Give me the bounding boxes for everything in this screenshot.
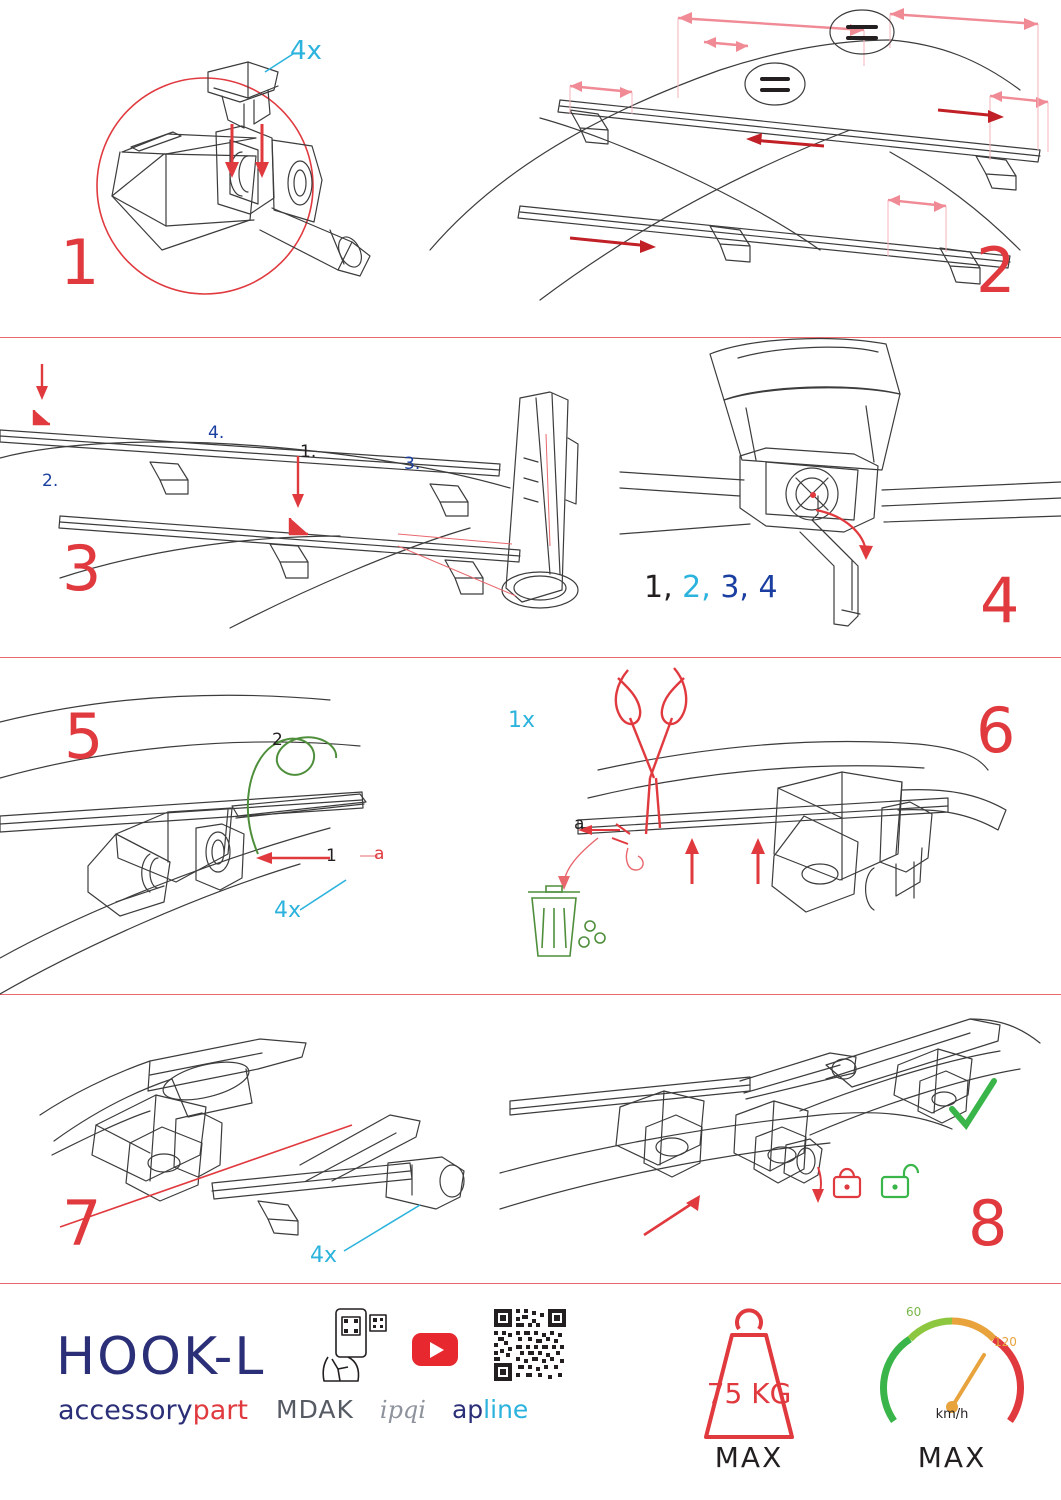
ipqi-logo: ipqi: [379, 1396, 426, 1424]
apline-logo-part-2: line: [483, 1395, 529, 1424]
step-3-order-1: 1.: [300, 442, 317, 462]
speed-tick-120: 120: [994, 1335, 1017, 1349]
step-5-callout-2: 2: [272, 730, 283, 750]
youtube-icon[interactable]: [412, 1333, 458, 1366]
scan-phone-icon: [318, 1307, 392, 1385]
step-8-number: 8: [968, 1187, 1009, 1260]
max-load-label: MAX: [714, 1441, 784, 1474]
tagline-part-2: part: [192, 1395, 248, 1426]
step-3-order-4: 4.: [208, 423, 225, 443]
step-4-sequence-label: [644, 570, 778, 605]
max-speed-label: MAX: [917, 1441, 987, 1474]
seq-1: 1,: [644, 570, 673, 605]
step-8-panel: [500, 995, 1061, 1283]
speed-tick-60: 60: [906, 1305, 922, 1319]
step-3-qty-label: 1x: [508, 708, 536, 733]
seq-3: 3,: [720, 570, 749, 605]
step-5-qty-label: 4x: [274, 898, 302, 923]
step-7-qty-label: 4x: [310, 1243, 338, 1268]
step-1-panel: [0, 0, 420, 337]
step-4-number: 4: [980, 564, 1021, 637]
mdak-logo: MDAK: [276, 1395, 354, 1424]
step-3-panel: [0, 338, 620, 733]
step-3-order-3: 3.: [404, 454, 421, 474]
apline-logo-part-1: ap: [451, 1395, 484, 1424]
brand-tagline: [58, 1395, 248, 1426]
step-5-callout-1: 1: [326, 846, 337, 866]
brand-name: HOOK-L: [56, 1327, 266, 1387]
step-2-illustration: [420, 0, 1061, 337]
step-1-number: 1: [60, 226, 101, 299]
step-7-panel: [0, 995, 500, 1283]
step-1-qty-label: 4x: [290, 36, 322, 66]
step-6-number: 6: [976, 694, 1017, 767]
apline-logo: [452, 1395, 528, 1424]
speed-unit-label: km/h: [935, 1407, 969, 1422]
qr-code-icon: [494, 1309, 566, 1381]
step-5-callout-a: a: [374, 844, 385, 864]
seq-4: 4: [758, 570, 778, 605]
step-3-number: 3: [62, 532, 103, 605]
step-2-panel: [420, 0, 1061, 337]
step-5-panel: [0, 658, 478, 994]
partner-logos: [276, 1395, 528, 1424]
seq-2: 2,: [682, 570, 711, 605]
step-2-number: 2: [976, 234, 1017, 307]
step-5-number: 5: [64, 700, 105, 773]
max-speed-icon: [872, 1299, 1032, 1449]
step-3-order-2: 2.: [42, 471, 59, 491]
max-load-value: 75 KG: [706, 1377, 792, 1410]
step-6-panel: [478, 658, 1061, 994]
step-3-illustration: [0, 338, 620, 657]
step-6-callout-a: a: [574, 814, 585, 834]
footer: [0, 1283, 1061, 1500]
tagline-part-1: accessory: [58, 1395, 193, 1426]
step-6-illustration: [478, 658, 1061, 994]
step-7-number: 7: [62, 1187, 103, 1260]
step-4-panel: [620, 338, 1061, 657]
